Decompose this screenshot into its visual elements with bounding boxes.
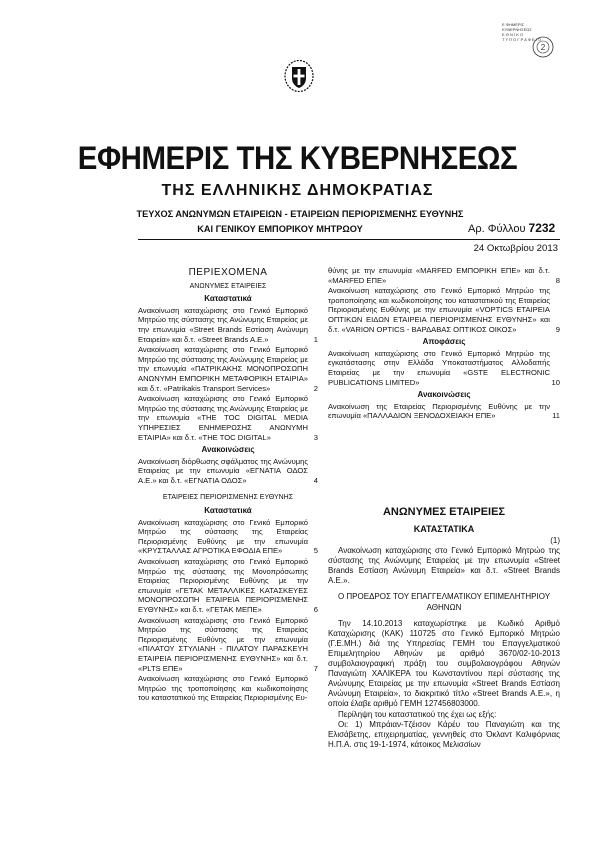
toc-entry[interactable]: Ανακοίνωση καταχώρισης στο Γενικό Εμπορικό Μητρώο της σύστασης της Ανώνυμης Εταιρείας με την επωνυμία «Street Brands Εστίαση Ανώνυμη Εταιρεία» και δ.τ. «Street Brands A.E.» 1: [138, 305, 318, 344]
toc-katastatika-epe: Καταστατικά: [204, 506, 252, 516]
toc-heading: ΠΕΡΙΕΧΟΜΕΝΑ: [188, 267, 268, 278]
toc-entry[interactable]: Ανακοίνωση καταχώρισης στο Γενικό Εμπορικό Μητρώο της εγκατάστασης στην Ελλάδα Υποκαταστήματος Αλλοδαπής Εταιρείας με την επωνυμία «GSTE ELECTRONIC PUBLICATIONS LIMITED» 10: [328, 348, 560, 387]
toc-anakoinoseis: Ανακοινώσεις: [201, 445, 255, 455]
toc-right-column: [328, 266, 560, 422]
section-title: ΑΝΩΝΥΜΕΣ ΕΤΑΙΡΕΙΕΣ: [382, 506, 506, 518]
toc-anakoinoseis-2: Ανακοινώσεις: [417, 390, 471, 400]
header-divider: [138, 239, 560, 240]
issue-date: 24 Οκτωβρίου 2013: [473, 243, 558, 254]
toc-entry[interactable]: Ανακοίνωση καταχώρισης στο Γενικό Εμπορικό Μητρώο της τροποποίησης και κωδικοποίησης του καταστατικού της Εταιρείας Περιορισμένης Ευ-: [138, 674, 308, 703]
toc-entry[interactable]: Ανακοίνωση καταχώρισης στο Γενικό Εμπορικό Μητρώο της σύστασης της Εταιρείας Περιορισμένης Ευθύνης με την επωνυμία «ΠΙΛΑΤΟΥ ΣΤΥΛΙΑΝΗ - ΠΙΛΑΤΟΥ ΠΑΡΑΣΚΕΥΗ ΕΤΑΙΡΕΙΑ ΠΕΡΙΟΡΙΣΜΕΝΗΣ ΕΥΘΥΝΗΣ» και δ.τ. «PLTS ΕΠΕ» 7: [138, 615, 318, 673]
sheet-number: Αρ. Φύλλου 7232: [468, 221, 556, 235]
section-subtitle: ΚΑΤΑΣΤΑΤΙΚΑ: [413, 524, 475, 534]
greek-coat-of-arms-icon: [284, 60, 314, 92]
issue-type-line-2: ΚΑΙ ΓΕΝΙΚΟΥ ΕΜΠΟΡΙΚΟΥ ΜΗΤΡΩΟΥ: [197, 224, 363, 234]
article-body: [328, 536, 560, 750]
article-intro: Ανακοίνωση καταχώρισης στο Γενικό Εμπορικό Μητρώο της σύστασης της Ανώνυμης Εταιρείας με την επωνυμία «Street Brands Εστίαση Ανώνυμη Εταιρεία» και δ.τ. «Street Brands A.E.».: [328, 546, 560, 586]
issue-type-line-1: ΤΕΥΧΟΣ ΑΝΩΝΥΜΩΝ ΕΤΑΙΡΕΙΩΝ - ΕΤΑΙΡΕΙΩΝ ΠΕΡΙΟΡΙΣΜΕΝΗΣ ΕΥΘΥΝΗΣ: [136, 209, 464, 219]
toc-entry[interactable]: θύνης με την επωνυμία «MARFED ΕΜΠΟΡΙΚΗ ΕΠΕ» και δ.τ. «MARFED ΕΠΕ» 8: [328, 266, 560, 285]
article-number: (1): [550, 536, 560, 545]
toc-ae-heading: ΑΝΩΝΥΜΕΣ ΕΤΑΙΡΕΙΕΣ: [189, 282, 267, 290]
toc-entry[interactable]: Ανακοίνωση καταχώρισης στο Γενικό Εμπορικό Μητρώο της σύστασης της Ανώνυμης Εταιρείας με την επωνυμία «THE TOC DIGITAL MEDIA ΥΠΗΡΕΣΙΕΣ ΕΝΗΜΕΡΩΣΗΣ ΑΝΩΝΥΜΗ ΕΤΑΙΡΙΑ» και δ.τ. «THE TOC DIGITAL» 3: [138, 394, 318, 442]
toc-entry[interactable]: Ανακοίνωση της Εταιρείας Περιορισμένης Ευθύνης με την επωνυμία «ΠΑΛΛΑΔΙΟΝ ΞΕΝΟΔΟΧΕΙΑΚΗ ΕΠΕ» 11: [328, 401, 560, 421]
svg-text:2: 2: [540, 43, 546, 52]
toc-apofaseis: Αποφάσεις: [422, 337, 466, 347]
gazette-subtitle: ΤΗΣ ΕΛΛΗΝΙΚΗΣ ΔΗΜΟΚΡΑΤΙΑΣ: [161, 182, 434, 199]
toc-entry[interactable]: Ανακοίνωση καταχώρισης στο Γενικό Εμπορικό Μητρώο της σύστασης της Εταιρείας Περιορισμένης Ευθύνης με την επωνυμία «ΚΡΥΣΤΑΛΛΑΣ ΑΓΡΟΤΙΚΑ ΕΦΟΔΙΑ ΕΠΕ» 5: [138, 517, 318, 556]
article-paragraph: Περίληψη του καταστατικού της έχει ως εξής:: [338, 709, 497, 719]
toc-entry[interactable]: Ανακοίνωση καταχώρισης στο Γενικό Εμπορικό Μητρώο της σύστασης της Ανώνυμης Εταιρείας με την επωνυμία «ΠΑΤΡΙΚΑΚΗΣ ΜΟΝΟΠΡΟΣΩΠΗ ΑΝΩΝΥΜΗ ΕΜΠΟΡΙΚΗ ΜΕΤΑΦΟΡΙΚΗ ΕΤΑΙΡΙΑ» και δ.τ. «Patrikakis Transport Services» 2: [138, 345, 318, 393]
toc-epe-heading: ΕΤΑΙΡΕΙΕΣ ΠΕΡΙΟΡΙΣΜΕΝΗΣ ΕΥΘΥΝΗΣ: [162, 494, 294, 502]
article-paragraph: Την 14.10.2013 καταχωρίστηκε με Κωδικό Αριθμό Καταχώρισης (ΚΑΚ) 110725 στο Γενικό Εμπορικό Μητρώο (Γ.Ε.ΜΗ.) διά της Υπηρεσίας ΓΕΜΗ του Επαγγελματικού Επιμελητηρίου Αθηνών με αριθμό 3670/02-10-2013 συμβολαιογραφική πράξη του συμβολαιογράφου Αθηνών Παναγιώτη ΧΑΛΙΚΕΡΑ του Κωνσταντίνου περί σύστασης της Ανώνυμης Εταιρείας με την επωνυμία «Street Brands Εστίαση Ανώνυμη Εταιρεία», το διακριτικό τίτλο «Street Brands A.E.», η οποία έλαβε αριθμό ΓΕΜΗ 127456803000.: [328, 618, 560, 709]
stamp-seal-icon: [530, 36, 556, 58]
toc-entry[interactable]: Ανακοίνωση καταχώρισης στο Γενικό Εμπορικό Μητρώο της τροποποίησης και κωδικοποίησης του καταστατικού της Εταιρείας Περιορισμένης Ευθύνης με την επωνυμία «VOPTICS ΕΤΑΙΡΕΙΑ ΟΠΤΙΚΩΝ ΕΙΔΩΝ ΕΤΑΙΡΕΙΑ ΠΕΡΙΟΡΙΣΜΕΝΗΣ ΕΥΘΥΝΗΣ» και δ.τ. «VARION OPTICS - ΒΑΡΔΑΒΑΣ ΟΠΤΙΚΟΣ ΟΙΚΟΣ» 9: [328, 286, 560, 334]
toc-left-column: [138, 268, 318, 704]
national-printing-office-stamp: Ε ΦΗΜΕΡΙΣ ΚΥΒΕΡΝΗΣΕΩΣ Ε Θ Ν Ι Κ Ο Τ Υ Π Ο Γ Ρ Α Φ Ε Ι Ο 2: [502, 22, 562, 76]
article-paragraph: Οι: 1) Μπράιαν-Τζέισον Κάρέυ του Παναγιώτη και της Ελισάβετης, επιχειρηματίας, γεννηθείς στο Όκλαντ Καλιφόρνιας Η.Π.Α. στις 19-1-1974, κάτοικος Μελισσίων: [328, 719, 560, 749]
gazette-title: ΕΦΗΜΕΡΙΣ ΤΗΣ ΚΥΒΕΡΝΗΣΕΩΣ: [77, 140, 518, 176]
toc-entry[interactable]: Ανακοίνωση διόρθωσης σφάλματος της Ανώνυμης Εταιρείας με την επωνυμία «ΕΓΝΑΤΙΑ ΟΔΟΣ Α.Ε.» και δ.τ. «ΕΓΝΑΤΙΑ ΟΔΟΣ» 4: [138, 456, 318, 485]
toc-entry[interactable]: Ανακοίνωση καταχώρισης στο Γενικό Εμπορικό Μητρώο της σύστασης της Μονοπρόσωπης Εταιρείας Περιορισμένης Ευθύνης με την επωνυμία «ΓΕΤΑΚ ΜΕΤΑΛΛΙΚΕΣ ΚΑΤΑΣΚΕΥΕΣ ΜΟΝΟΠΡΟΣΩΠΗ ΕΤΑΙΡΕΙΑ ΠΕΡΙΟΡΙΣΜΕΝΗΣ ΕΥΘΥΝΗΣ» και δ.τ. «ΓΕΤΑΚ ΜΕΠΕ» 6: [138, 557, 318, 614]
toc-katastatika: Καταστατικά: [204, 294, 252, 304]
article-authority: Ο ΠΡΟΕΔΡΟΣ ΤΟΥ ΕΠΑΓΓΕΛΜΑΤΙΚΟΥ ΕΠΙΜΕΛΗΤΗΡΙΟΥ ΑΘΗΝΩΝ: [337, 592, 551, 612]
